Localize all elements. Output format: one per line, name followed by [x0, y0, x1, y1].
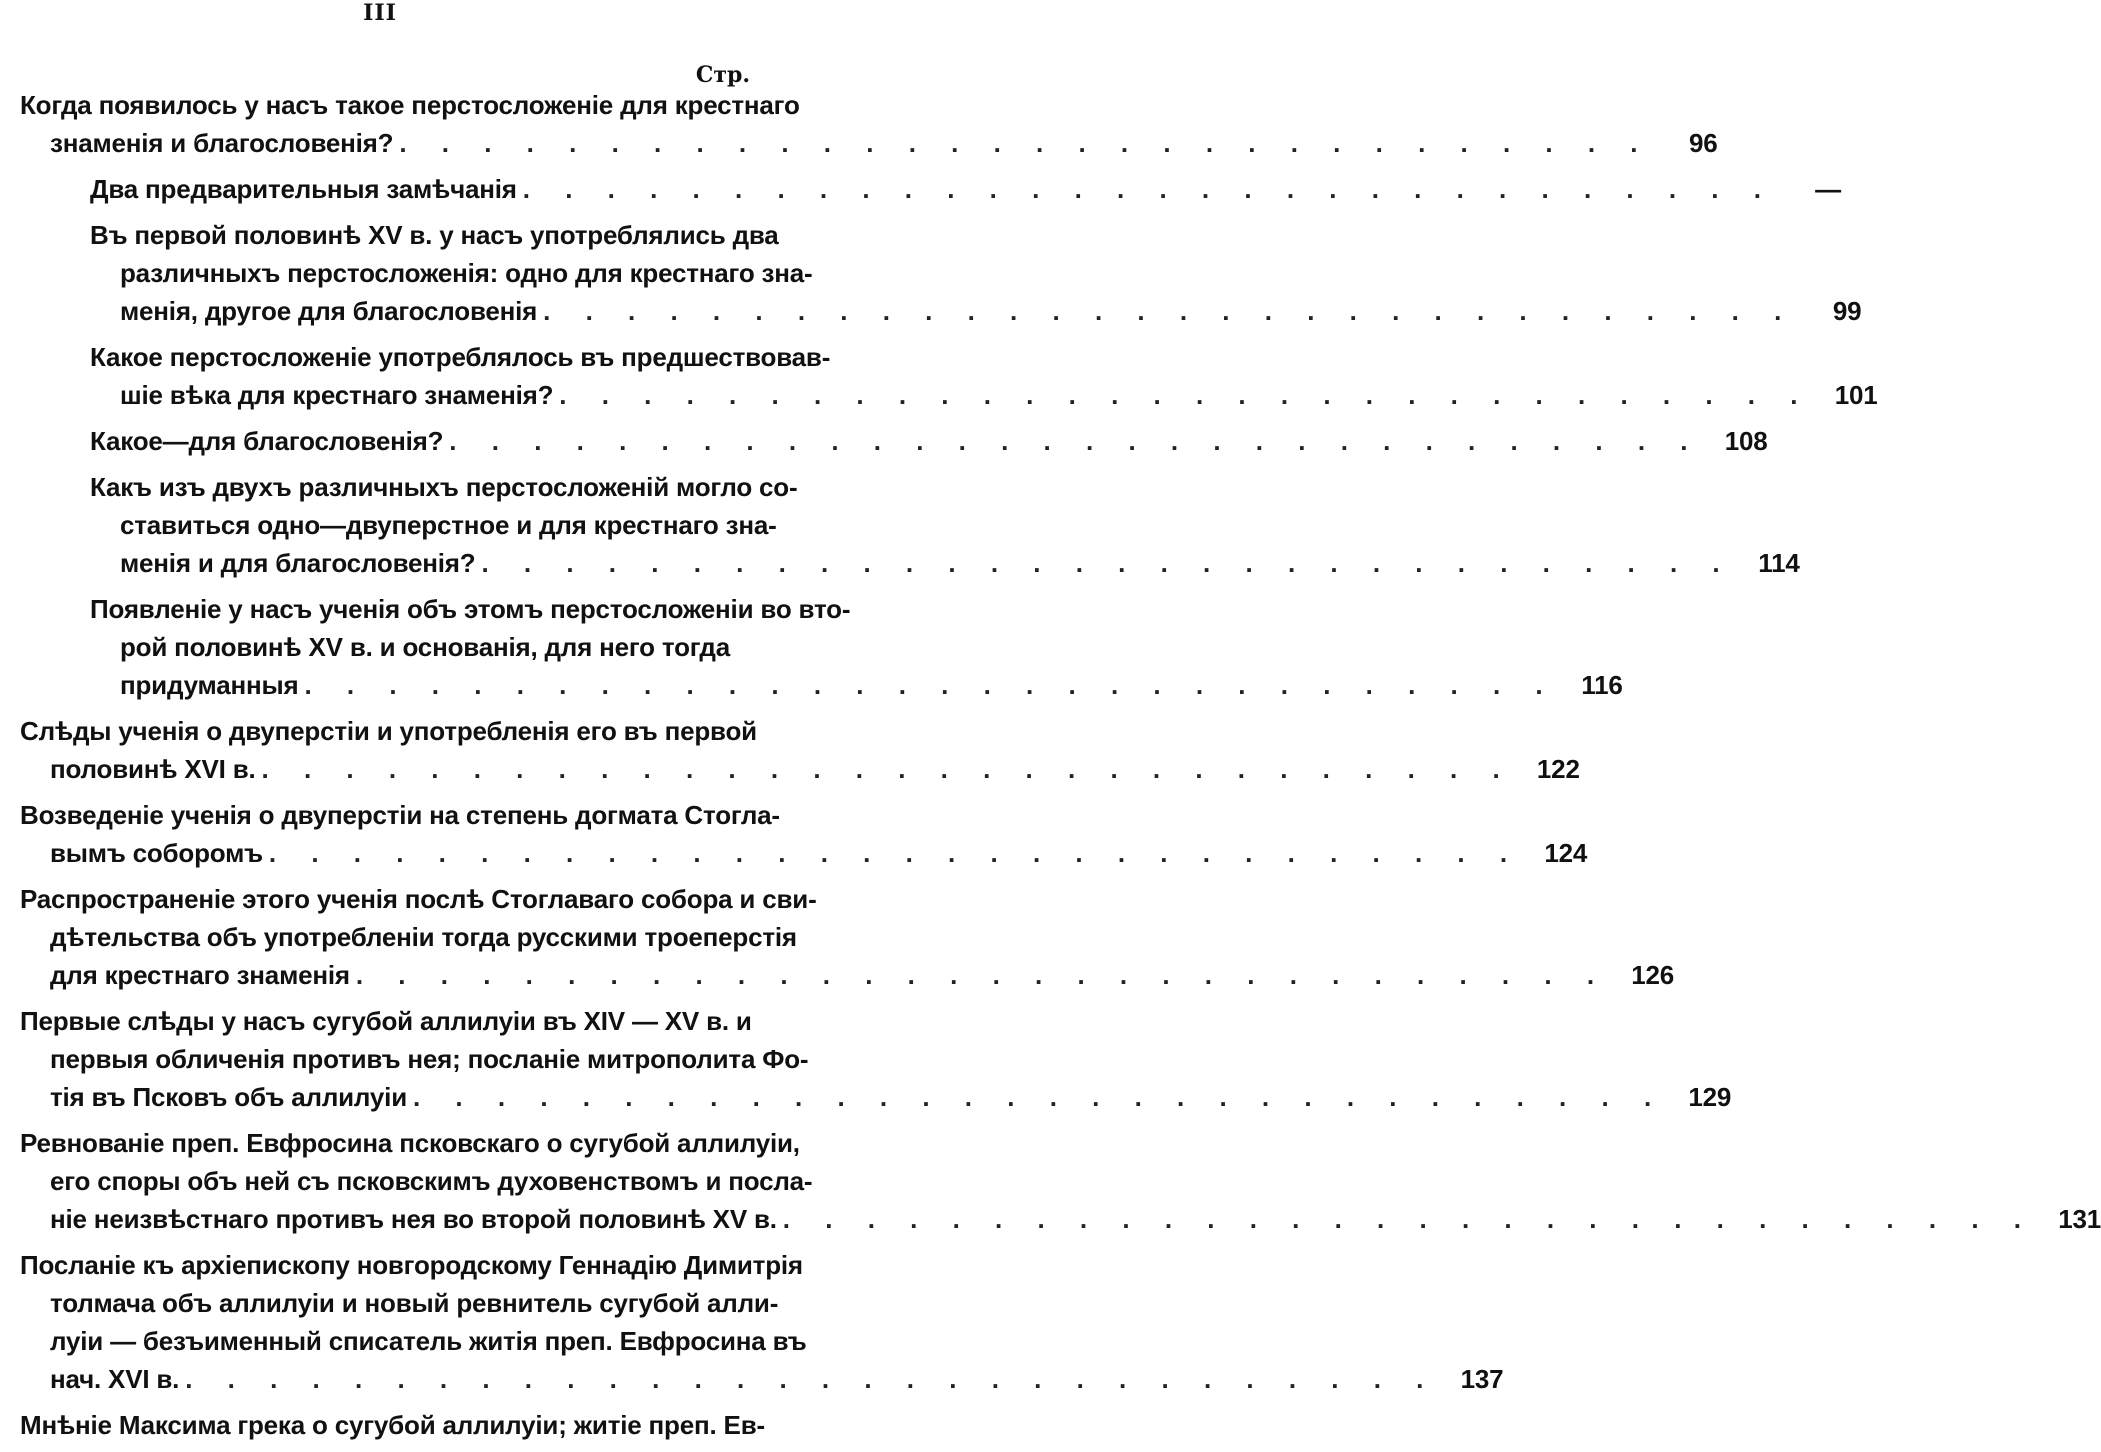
toc-page-number: 124 [1544, 838, 1588, 868]
toc-entry [90, 170, 1841, 208]
toc-page-number: 114 [1758, 548, 1800, 578]
toc-entry-line: Слѣды ученія о двуперстіи и употребленія его въ первой [20, 716, 757, 746]
toc-entry-line [90, 422, 1768, 460]
dot-leader: . . . . . . . . . . . . . . . . . . . . . . . . . . . . . . [412, 1082, 1666, 1112]
dot-leader: . . . . . . . . . . . . . . . . . . . . . . . . . . . . . . [522, 174, 1775, 204]
toc-entry-text: Какое—для благословенія? [90, 426, 444, 456]
toc-entry [20, 86, 1718, 162]
table-of-contents [0, 86, 2101, 1452]
toc-entry-text: для крестнаго знаменія [50, 960, 350, 990]
toc-entry [90, 216, 1862, 330]
toc-entry-line [20, 956, 1675, 994]
toc-entry [90, 338, 1878, 414]
toc-page-number: 108 [1724, 426, 1768, 456]
toc-entry-line [20, 124, 1718, 162]
toc-entry-line: Возведеніе ученія о двуперстіи на степень догмата Стогла- [20, 800, 780, 830]
toc-entry [20, 1246, 1504, 1398]
dot-leader: . . . . . . . . . . . . . . . . . . . . . . . . . . . . . . [399, 128, 1652, 158]
toc-entry-line [90, 544, 1800, 582]
dot-leader: . . . . . . . . . . . . . . . . . . . . . . . . . . . . . . [268, 838, 1522, 868]
toc-entry-line: Ревнованіе преп. Евфросина псковскаго о сугубой аллилуіи, [20, 1128, 800, 1158]
toc-entry-line: Въ первой половинѣ XV в. у насъ употреблялись два [90, 220, 779, 250]
toc-entry-text: ніе неизвѣстнаго противъ нея во второй половинѣ XV в. [50, 1204, 777, 1234]
toc-entry-line [90, 376, 1878, 414]
toc-entry-line [20, 834, 1588, 872]
toc-entry-text: менія, другое для благословенія [120, 296, 538, 326]
toc-entry [90, 468, 1800, 582]
toc-entry-text: знаменія и благословенія? [50, 128, 394, 158]
toc-page-number: 131 [2058, 1204, 2101, 1234]
toc-entry-line: его споры объ ней съ псковскимъ духовенствомъ и посла- [50, 1166, 813, 1196]
toc-entry-line: толмача объ аллилуіи и новый ревнитель сугубой алли- [50, 1288, 779, 1318]
toc-entry-line: дѣтельства объ употребленіи тогда русскими троеперстія [50, 922, 797, 952]
toc-entry-line: Распространеніе этого ученія послѣ Стоглаваго собора и сви- [20, 884, 817, 914]
toc-page-number: 129 [1688, 1082, 1732, 1112]
toc-entry [20, 1406, 765, 1444]
toc-entry-line: луіи — безъименный списатель житія преп. Евфросина въ [50, 1326, 807, 1356]
toc-entry-line: Посланіе къ архіепископу новгородскому Геннадію Димитрія [20, 1250, 803, 1280]
page-number: III [363, 0, 397, 26]
page-column-label: Стр. [695, 62, 750, 88]
toc-entry-line: Мнѣніе Максима грека о сугубой аллилуіи; житіе преп. Ев- [20, 1410, 765, 1440]
toc-page-number: 96 [1689, 128, 1718, 158]
toc-page-number: 116 [1581, 670, 1623, 700]
toc-entry-text: вымъ соборомъ [50, 838, 263, 868]
toc-entry-line: Первые слѣды у насъ сугубой аллилуіи въ XIV — XV в. и [20, 1006, 752, 1036]
toc-page-number: 99 [1832, 296, 1862, 326]
toc-entry-text: шіе вѣка для крестнаго знаменія? [120, 380, 554, 410]
toc-entry-line [90, 170, 1841, 208]
dot-leader: . . . . . . . . . . . . . . . . . . . . . . . . . . . . . . [355, 960, 1609, 990]
toc-page-number: 101 [1834, 380, 1878, 410]
toc-entry [20, 880, 1675, 994]
toc-entry-line: Появленіе у насъ ученія объ этомъ перстосложеніи во вто- [90, 594, 851, 624]
toc-entry-text: тія въ Псковъ объ аллилуіи [50, 1082, 407, 1112]
toc-entry-line: ставиться одно—двуперстное и для крестнаго зна- [120, 510, 777, 540]
dot-leader: . . . . . . . . . . . . . . . . . . . . . . . . . . . . . . [559, 380, 1812, 410]
toc-entry [20, 1124, 2101, 1238]
toc-entry-line: Какое перстосложеніе употреблялось въ предшествовав- [90, 342, 831, 372]
dot-leader: . . . . . . . . . . . . . . . . . . . . . . . . . . . . . . [304, 670, 1557, 700]
dot-leader: . . . . . . . . . . . . . . . . . . . . . . . . . . . . . . [782, 1204, 2035, 1234]
dot-leader: . . . . . . . . . . . . . . . . . . . . . . . . . . . . . . [449, 426, 1702, 456]
toc-entry [90, 590, 1623, 704]
toc-entry-line [20, 1200, 2101, 1238]
dot-leader: . . . . . . . . . . . . . . . . . . . . . . . . . . . . . . [481, 548, 1734, 578]
toc-entry [20, 1002, 1732, 1116]
dot-leader: . . . . . . . . . . . . . . . . . . . . . . . . . . . . . . [185, 1364, 1438, 1394]
toc-entry-line [90, 666, 1623, 704]
toc-entry-text: менія и для благословенія? [120, 548, 476, 578]
toc-entry-text: Два предварительныя замѣчанія [90, 174, 517, 204]
toc-entry [20, 712, 1580, 788]
toc-entry-line: первыя обличенія противъ нея; посланіе митрополита Фо- [50, 1044, 809, 1074]
toc-entry-text: придуманныя [120, 670, 299, 700]
toc-entry-line [20, 750, 1580, 788]
toc-entry-line [20, 1078, 1732, 1116]
toc-entry-line [20, 1360, 1504, 1398]
toc-entry-text: нач. XVI в. [50, 1364, 180, 1394]
toc-entry-line: Какъ изъ двухъ различныхъ перстосложеній могло со- [90, 472, 798, 502]
toc-entry-line [90, 292, 1862, 330]
toc-entry-line: различныхъ перстосложенія: одно для крестнаго зна- [120, 258, 813, 288]
toc-page-number: 122 [1536, 754, 1580, 784]
toc-page-number: 137 [1460, 1364, 1504, 1394]
toc-entry [90, 422, 1768, 460]
toc-entry-text: половинѣ XVI в. [50, 754, 256, 784]
toc-page-number: 126 [1631, 960, 1675, 990]
dot-leader: . . . . . . . . . . . . . . . . . . . . . . . . . . . . . . [543, 296, 1796, 326]
toc-page-number: — [1815, 174, 1841, 204]
toc-entry-line: рой половинѣ XV в. и основанія, для него тогда [120, 632, 730, 662]
toc-entry-line: Когда появилось у насъ такое перстосложеніе для крестнаго [20, 90, 800, 120]
dot-leader: . . . . . . . . . . . . . . . . . . . . . . . . . . . . . . [261, 754, 1514, 784]
toc-entry [20, 796, 1588, 872]
